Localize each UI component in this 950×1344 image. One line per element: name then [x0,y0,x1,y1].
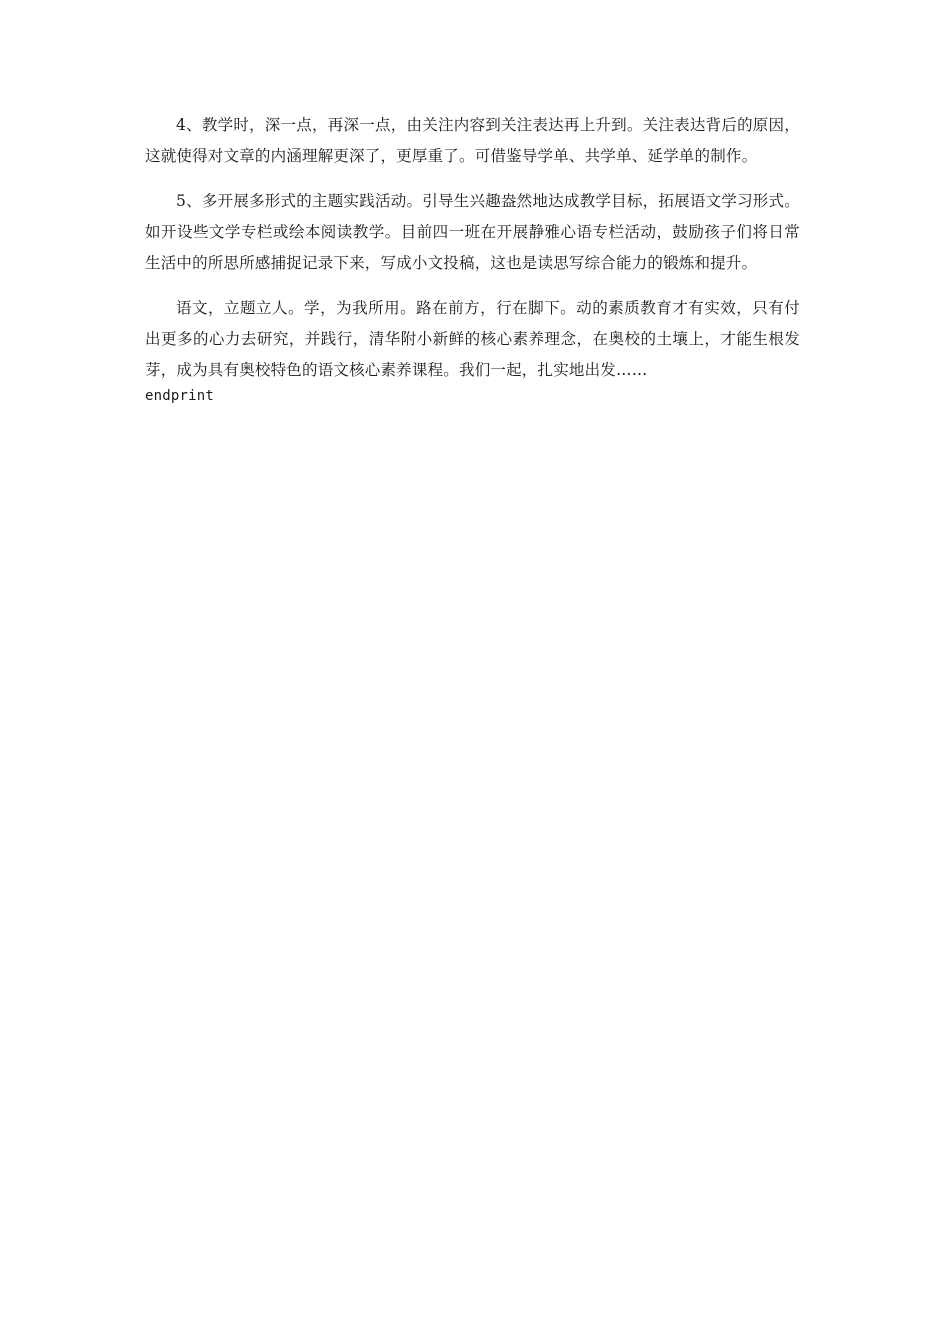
paragraph-conclusion: 语文，立题立人。学，为我所用。路在前方，行在脚下。动的素质教育才有实效，只有付出更多的心力去研究，并践行，清华附小新鲜的核心素养理念，在奥校的土壤上，才能生根发芽，成为具有奥校特色的语文核心素养课程。我们一起，扎实地出发…… [145,299,800,379]
document-body [145,110,800,406]
end-marker: endprint [145,388,215,404]
paragraph-practice-activities: 5、多开展多形式的主题实践活动。引导生兴趣盎然地达成教学目标，拓展语文学习形式。如开设些文学专栏或绘本阅读教学。目前四一班在开展静雅心语专栏活动，鼓励孩子们将日常生活中的所思所感捕捉记录下来，写成小文投稿，这也是读思写综合能力的锻炼和提升。 [145,192,800,272]
paragraph-teaching-depth: 4、教学时，深一点，再深一点，由关注内容到关注表达再上升到。关注表达背后的原因，这就使得对文章的内涵理解更深了，更厚重了。可借鉴导学单、共学单、延学单的制作。 [145,116,800,165]
